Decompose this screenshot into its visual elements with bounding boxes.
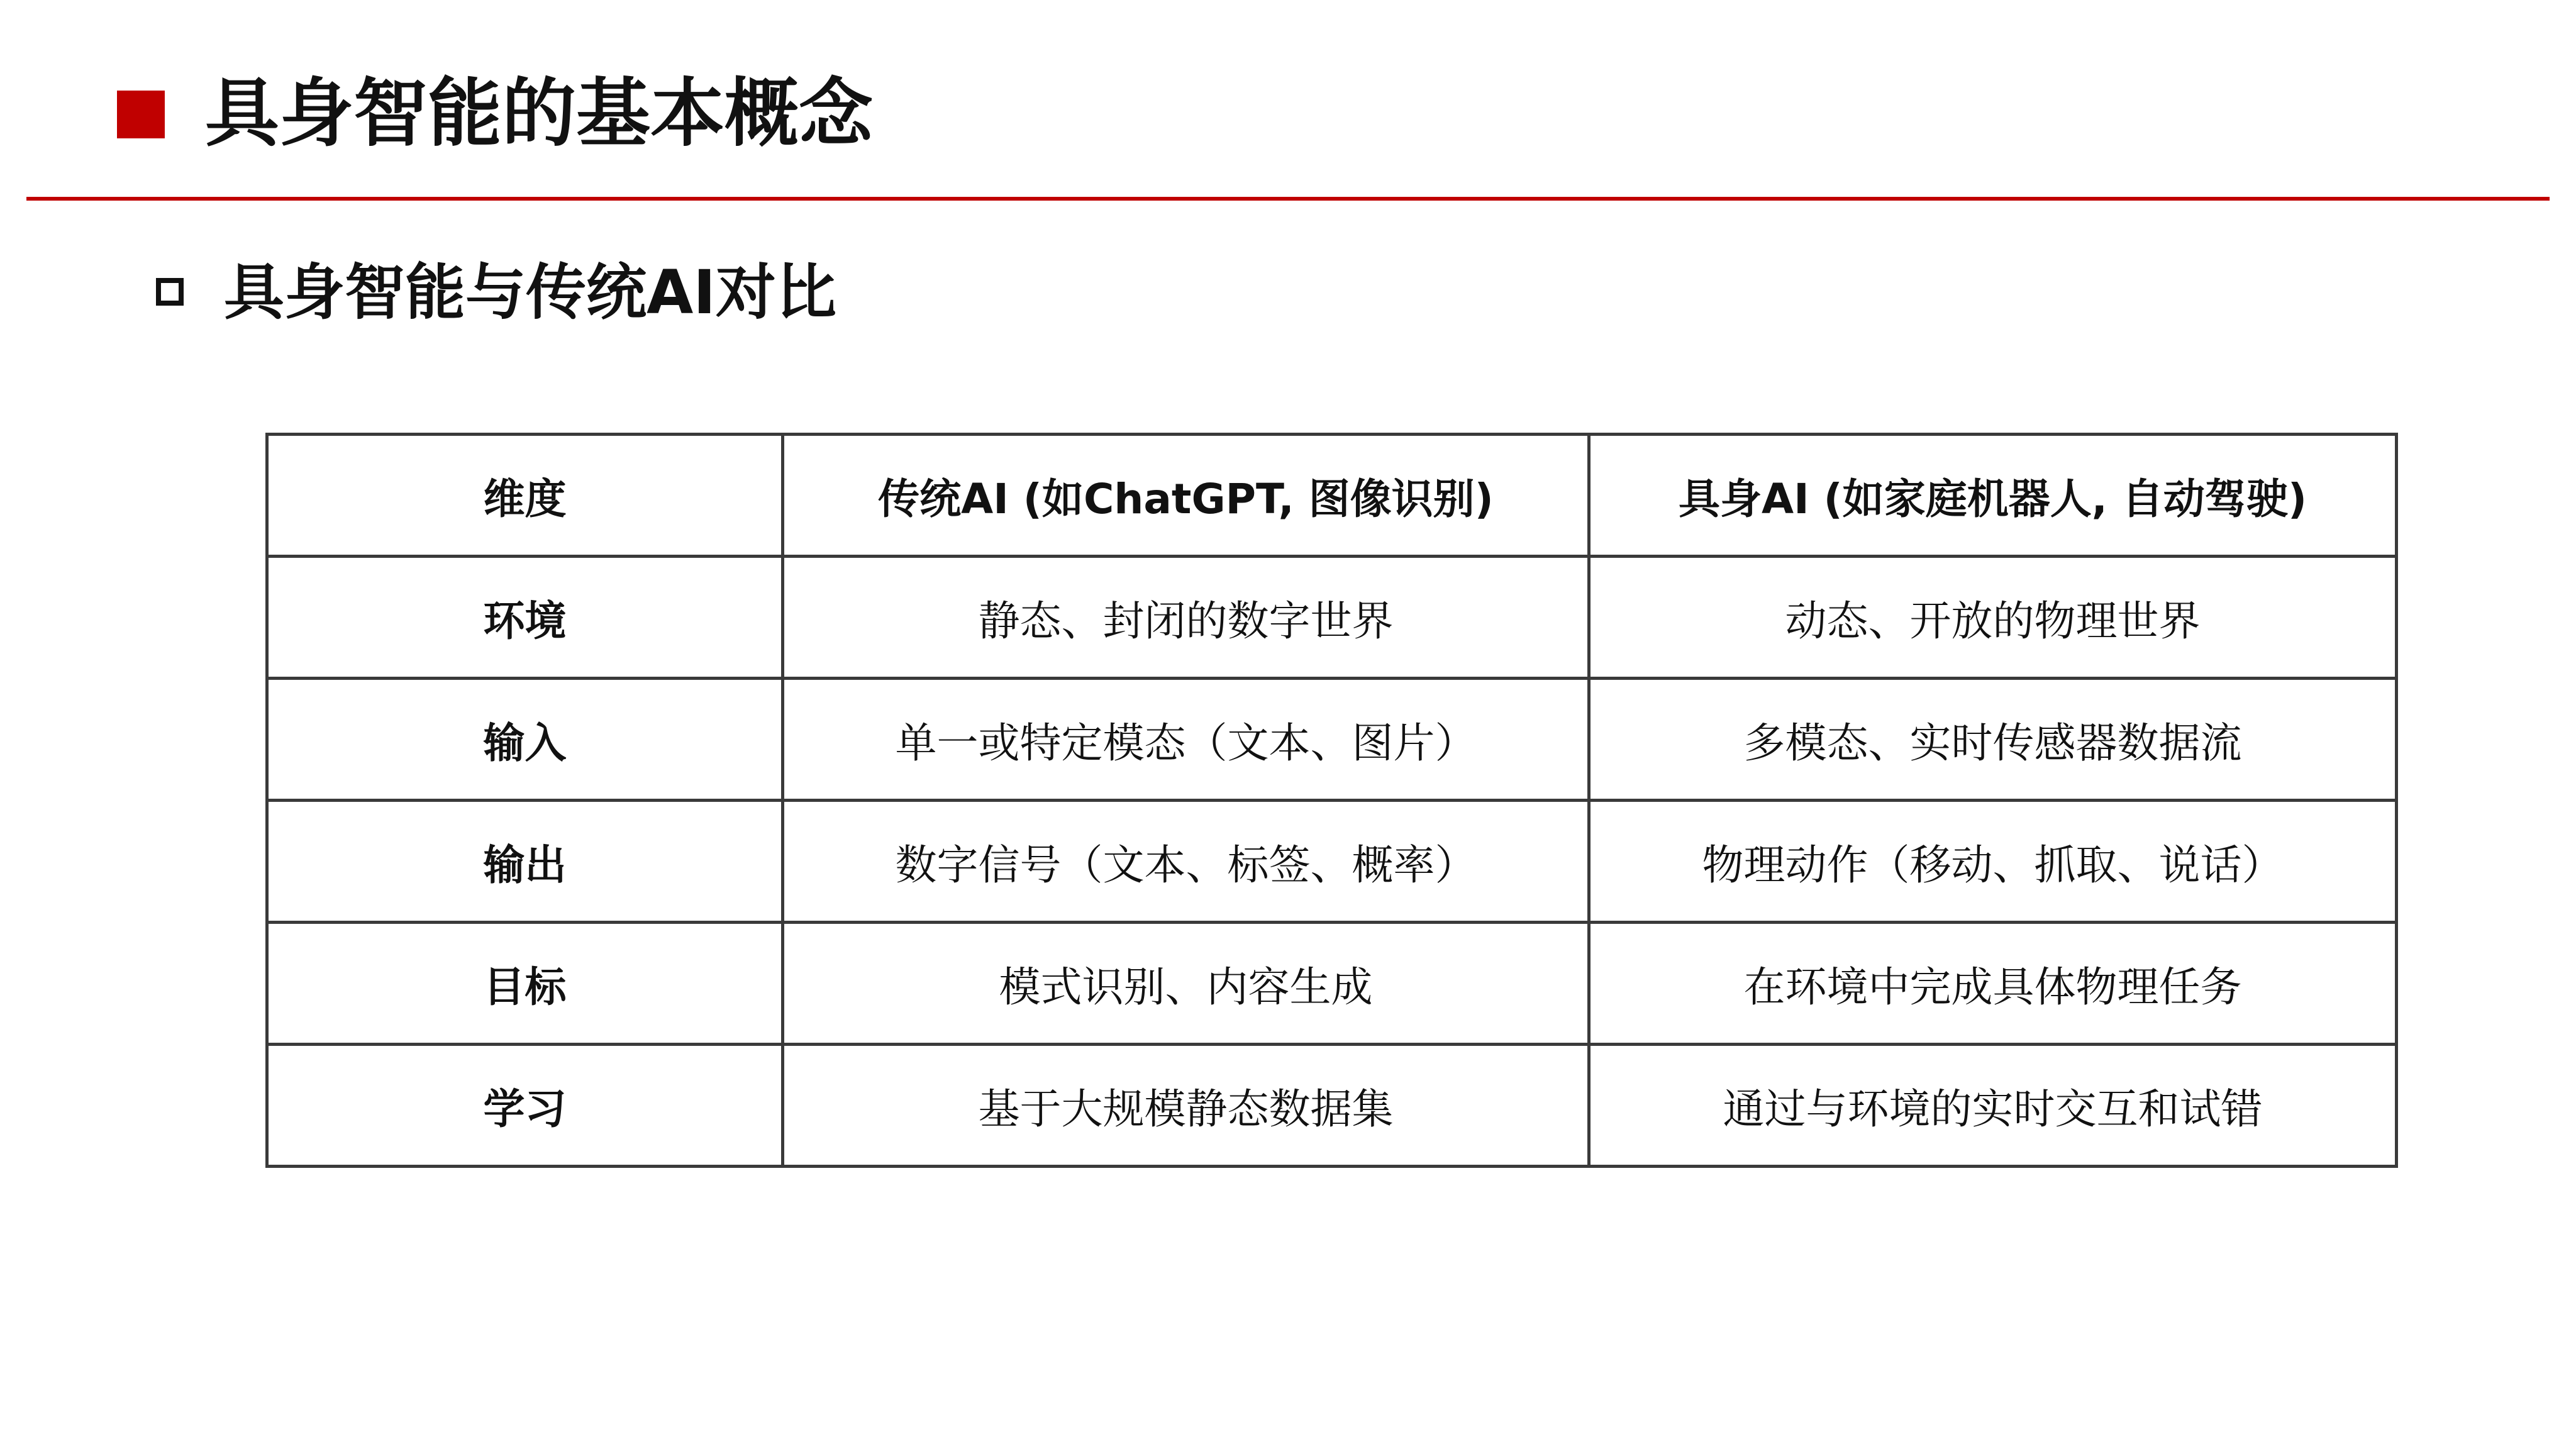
table-row bbox=[267, 923, 2397, 1045]
row-traditional: 模式识别、内容生成 bbox=[783, 923, 1589, 1045]
row-traditional: 单一或特定模态（文本、图片） bbox=[783, 679, 1589, 801]
title-divider bbox=[26, 197, 2550, 201]
row-embodied: 动态、开放的物理世界 bbox=[1589, 557, 2397, 679]
row-dimension: 输入 bbox=[267, 679, 783, 801]
comparison-table bbox=[265, 433, 2398, 1168]
row-embodied: 多模态、实时传感器数据流 bbox=[1589, 679, 2397, 801]
row-dimension: 输出 bbox=[267, 801, 783, 923]
table-row bbox=[267, 801, 2397, 923]
row-dimension: 目标 bbox=[267, 923, 783, 1045]
row-embodied: 通过与环境的实时交互和试错 bbox=[1589, 1045, 2397, 1167]
row-dimension: 环境 bbox=[267, 557, 783, 679]
table-row bbox=[267, 1045, 2397, 1167]
table-row bbox=[267, 679, 2397, 801]
header-traditional-ai: 传统AI (如ChatGPT, 图像识别) bbox=[783, 435, 1589, 557]
subtitle-bullet-square bbox=[156, 278, 184, 306]
section-subtitle: 具身智能与传统AI对比 bbox=[224, 257, 837, 328]
row-embodied: 物理动作（移动、抓取、说话） bbox=[1589, 801, 2397, 923]
row-traditional: 基于大规模静态数据集 bbox=[783, 1045, 1589, 1167]
header-embodied-ai: 具身AI (如家庭机器人, 自动驾驶) bbox=[1589, 435, 2397, 557]
title-bullet-square bbox=[117, 91, 165, 138]
table-header-row bbox=[267, 435, 2397, 557]
row-embodied: 在环境中完成具体物理任务 bbox=[1589, 923, 2397, 1045]
page-title: 具身智能的基本概念 bbox=[205, 70, 874, 157]
row-dimension: 学习 bbox=[267, 1045, 783, 1167]
row-traditional: 数字信号（文本、标签、概率） bbox=[783, 801, 1589, 923]
table-row bbox=[267, 557, 2397, 679]
header-dimension: 维度 bbox=[267, 435, 783, 557]
row-traditional: 静态、封闭的数字世界 bbox=[783, 557, 1589, 679]
